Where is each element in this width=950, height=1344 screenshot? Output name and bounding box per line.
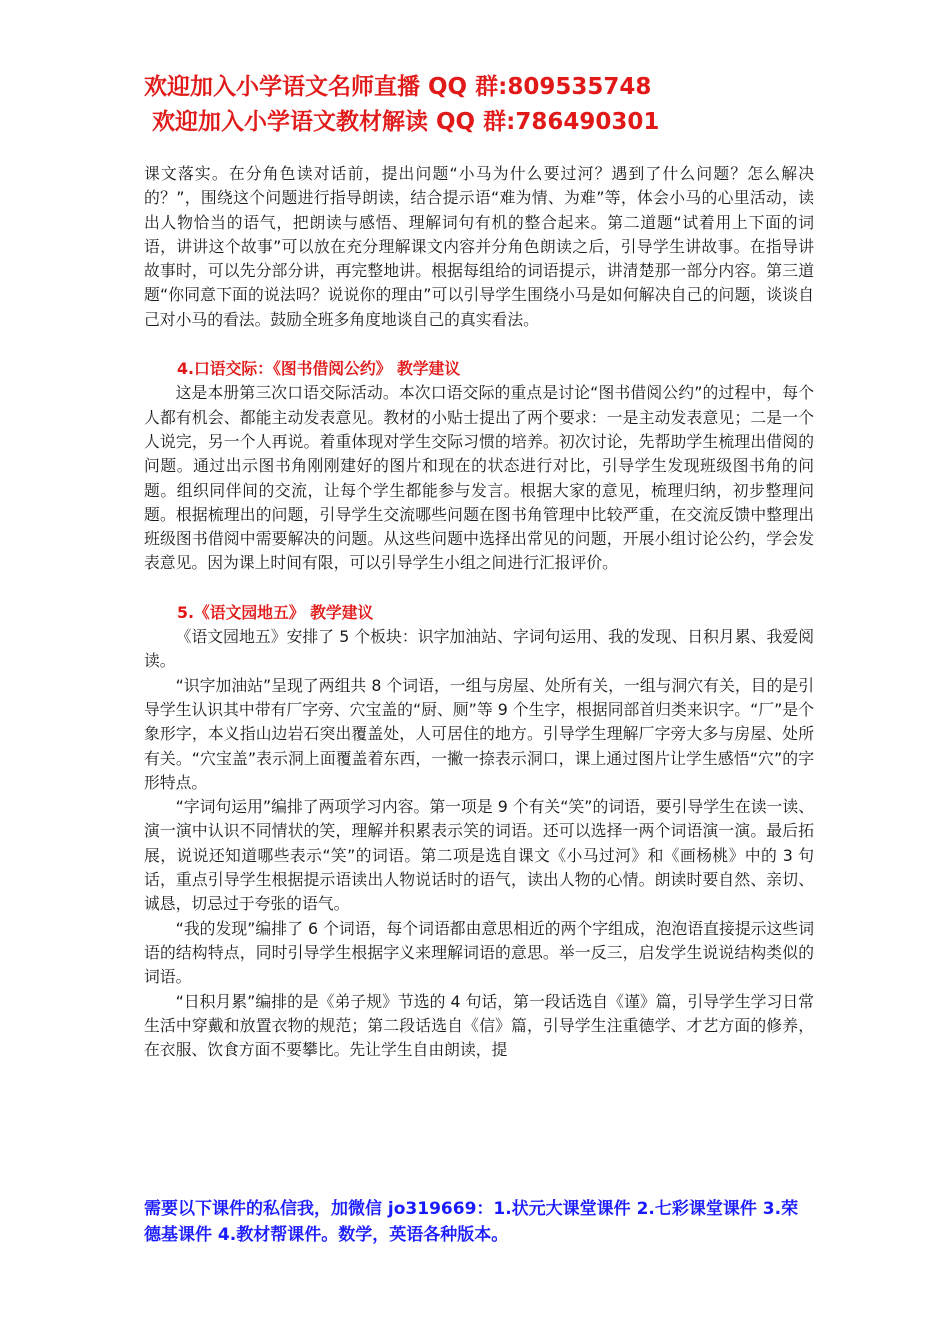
courseware-contact-note: 需要以下课件的私信我，加微信 jo319669：1.状元大课堂课件 2.七彩课堂课件 3.荣德基课件 4.教材帮课件。数学，英语各种版本。 [144,1199,799,1245]
section-spacer [144,332,814,357]
section-5-paragraph-accumulation: “日积月累”编排的是《弟子规》节选的 4 句话，第一段话选自《谨》篇，引导学生学习日常生活中穿戴和放置衣物的规范；第二段话选自《信》篇，引导学生注重德学、才艺方面的修养，在衣服、饮食方面不要攀比。先让学生自由朗读，提 [144,991,814,1060]
section-5-paragraph-overview: 《语文园地五》安排了 5 个板块：识字加油站、字词句运用、我的发现、日积月累、我爱阅读。 [144,627,814,671]
section-5-paragraph-literacy: “识字加油站”呈现了两组共 8 个词语，一组与房屋、处所有关，一组与洞穴有关，目的是引导学生认识其中带有厂字旁、穴宝盖的“厨、厕”等 9 个生字，根据同部首归类来识字。“厂”是个象形字，本义指山边岩石突出覆盖处，人可居住的地方。引导学生理解厂字旁大多与房屋、处所有关。“穴宝盖”表示洞上面覆盖着东西，一撇一捺表示洞口，课上通过图片让学生感悟“穴”的字形特点。 [144,675,814,792]
section-5-heading: 5.《语文园地五》 教学建议 [177,602,374,622]
document-body [144,162,814,1062]
section-5-paragraph-discovery: “我的发现”编排了 6 个词语，每个词语都由意思相近的两个字组成，泡泡语直接提示这些词语的结构特点，同时引导学生根据字义来理解词语的意思。举一反三，启发学生说说结构类似的词语。 [144,918,814,987]
section-spacer [144,576,814,601]
section-4-heading: 4.口语交际：《图书借阅公约》 教学建议 [177,359,461,379]
section-5-paragraph-word-usage: “字词句运用”编排了两项学习内容。第一项是 9 个有关“笑”的词语，要引导学生在读一读、演一演中认识不同情状的笑，理解并积累表示笑的词语。还可以选择一两个词语演一演。最后拓展，说说还知道哪些表示“笑”的词语。第二项是选自课文《小马过河》和《画杨桃》中的 3 句话，重点引导学生根据提示语读出人物说话时的语气，读出人物的心情。朗读时要自然、亲切、诚恳，切忌过于夸张的语气。 [144,797,814,914]
section-4-paragraph: 这是本册第三次口语交际活动。本次口语交际的重点是讨论“图书借阅公约”的过程中，每个人都有机会、都能主动发表意见。教材的小贴士提出了两个要求：一是主动发表意见；二是一个人说完，另一个人再说。着重体现对学生交际习惯的培养。初次讨论，先帮助学生梳理出借阅的问题。通过出示图书角刚刚建好的图片和现在的状态进行对比，引导学生发现班级图书角的问题。组织同伴间的交流，让每个学生都能参与发言。根据大家的意见，梳理归纳，初步整理问题。根据梳理出的问题，引导学生交流哪些问题在图书角管理中比较严重，在交流反馈中整理出班级图书借阅中需要解决的问题。从这些问题中选择出常见的问题，开展小组讨论公约，学会发表意见。因为课上时间有限，可以引导学生小组之间进行汇报评价。 [144,383,814,573]
qq-group-banner-2: 欢迎加入小学语文教材解读 QQ 群:786490301 [152,109,660,135]
qq-group-banner-1: 欢迎加入小学语文名师直播 QQ 群:809535748 [144,74,652,100]
intro-paragraph: 课文落实。在分角色读对话前，提出问题“小马为什么要过河？遇到了什么问题？怎么解决的？”，围绕这个问题进行指导朗读，结合提示语“难为情、为难”等，体会小马的心里活动，读出人物恰当的语气，把朗读与感悟、理解词句有机的整合起来。第二道题“试着用上下面的词语，讲讲这个故事”可以放在充分理解课文内容并分角色朗读之后，引导学生讲故事。在指导讲故事时，可以先分部分讲，再完整地讲。根据每组给的词语提示，讲清楚那一部分内容。第三道题“你同意下面的说法吗？说说你的理由”可以引导学生围绕小马是如何解决自己的问题，谈谈自己对小马的看法。鼓励全班多角度地谈自己的真实看法。 [144,164,814,329]
